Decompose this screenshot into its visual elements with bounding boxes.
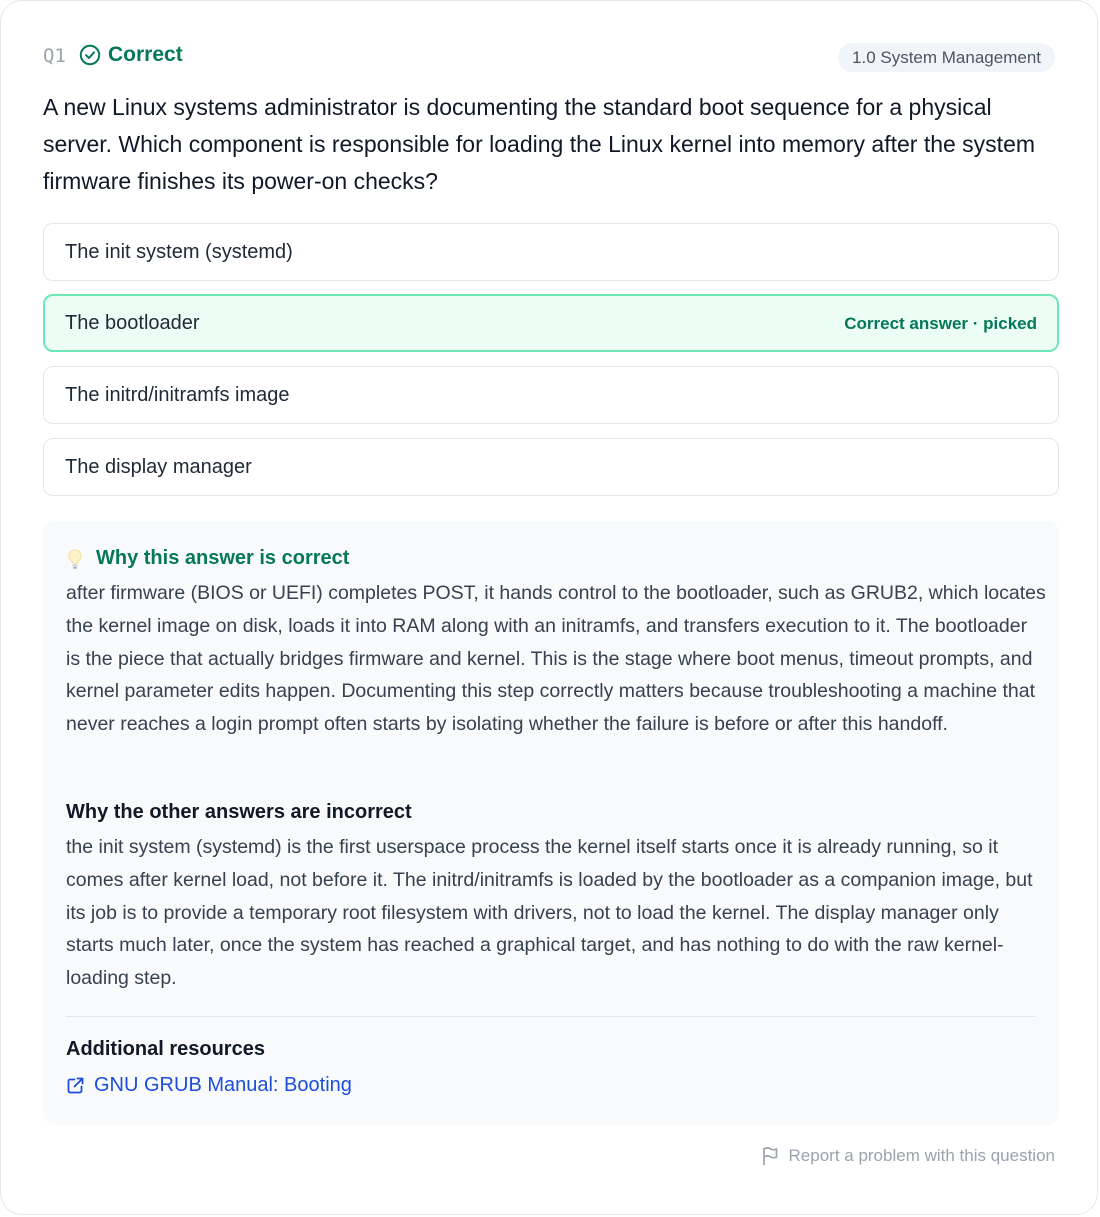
check-circle-icon [79, 44, 101, 66]
question-number: Q1 [43, 45, 66, 67]
option-label: The bootloader [65, 312, 200, 334]
flag-icon [761, 1146, 779, 1166]
incorrect-explanation-text: the init system (systemd) is the first userspace process the kernel itself starts once it is already running, so it comes after kernel load, not before it. The initrd/initramfs is loaded by the bootloader as a companion image, but its job is to provide a temporary root filesystem with drivers, not to load the kernel. The display manager only starts much later, once the system has reached a graphical target, and has nothing to do with the raw kernel-loading step. [66, 836, 1033, 990]
answer-option[interactable] [43, 438, 1059, 496]
answer-option[interactable] [43, 223, 1059, 281]
option-label: The display manager [65, 456, 252, 478]
why-incorrect-title: Why the other answers are incorrect [66, 801, 412, 823]
resource-link[interactable] [66, 1074, 352, 1097]
lightbulb-icon [66, 548, 84, 570]
correct-explanation-text: after firmware (BIOS or UEFI) completes POST, it hands control to the bootloader, such as GRUB2, which locates the kernel image on disk, loads it into RAM along with an initramfs, and transfers execution to it. The bootloader is the piece that actually bridges firmware and kernel. This is the stage where boot menus, timeout prompts, and kernel parameter edits happen. Documenting this step correctly matters because troubleshooting a machine that never reaches a login prompt often starts by isolating whether the failure is before or after this handoff. [66, 582, 1046, 736]
option-label: The initrd/initramfs image [65, 384, 290, 406]
report-label: Report a problem with this question [788, 1146, 1055, 1165]
report-problem-link[interactable] [761, 1146, 1055, 1166]
question-text: A new Linux systems administrator is documenting the standard boot sequence for a physical server. Which component is responsible for loading the Linux kernel into memory after the system firmware finishes its power-on checks? [43, 94, 1036, 194]
why-correct-title: Why this answer is correct [96, 547, 350, 569]
divider [66, 1016, 1036, 1017]
topic-badge: 1.0 System Management [838, 43, 1055, 72]
question-header [43, 41, 1055, 73]
why-correct-heading [66, 547, 349, 570]
explanation-panel [43, 521, 1059, 1125]
correct-picked-tag: Correct answer · picked [844, 314, 1037, 333]
resource-link-label: GNU GRUB Manual: Booting [94, 1074, 352, 1096]
resources-title: Additional resources [66, 1038, 265, 1060]
result-status [79, 43, 183, 67]
answer-option[interactable] [43, 366, 1059, 424]
status-label: Correct [108, 43, 183, 66]
option-label: The init system (systemd) [65, 241, 293, 263]
external-link-icon [66, 1076, 85, 1095]
answer-option-correct[interactable] [43, 294, 1059, 352]
